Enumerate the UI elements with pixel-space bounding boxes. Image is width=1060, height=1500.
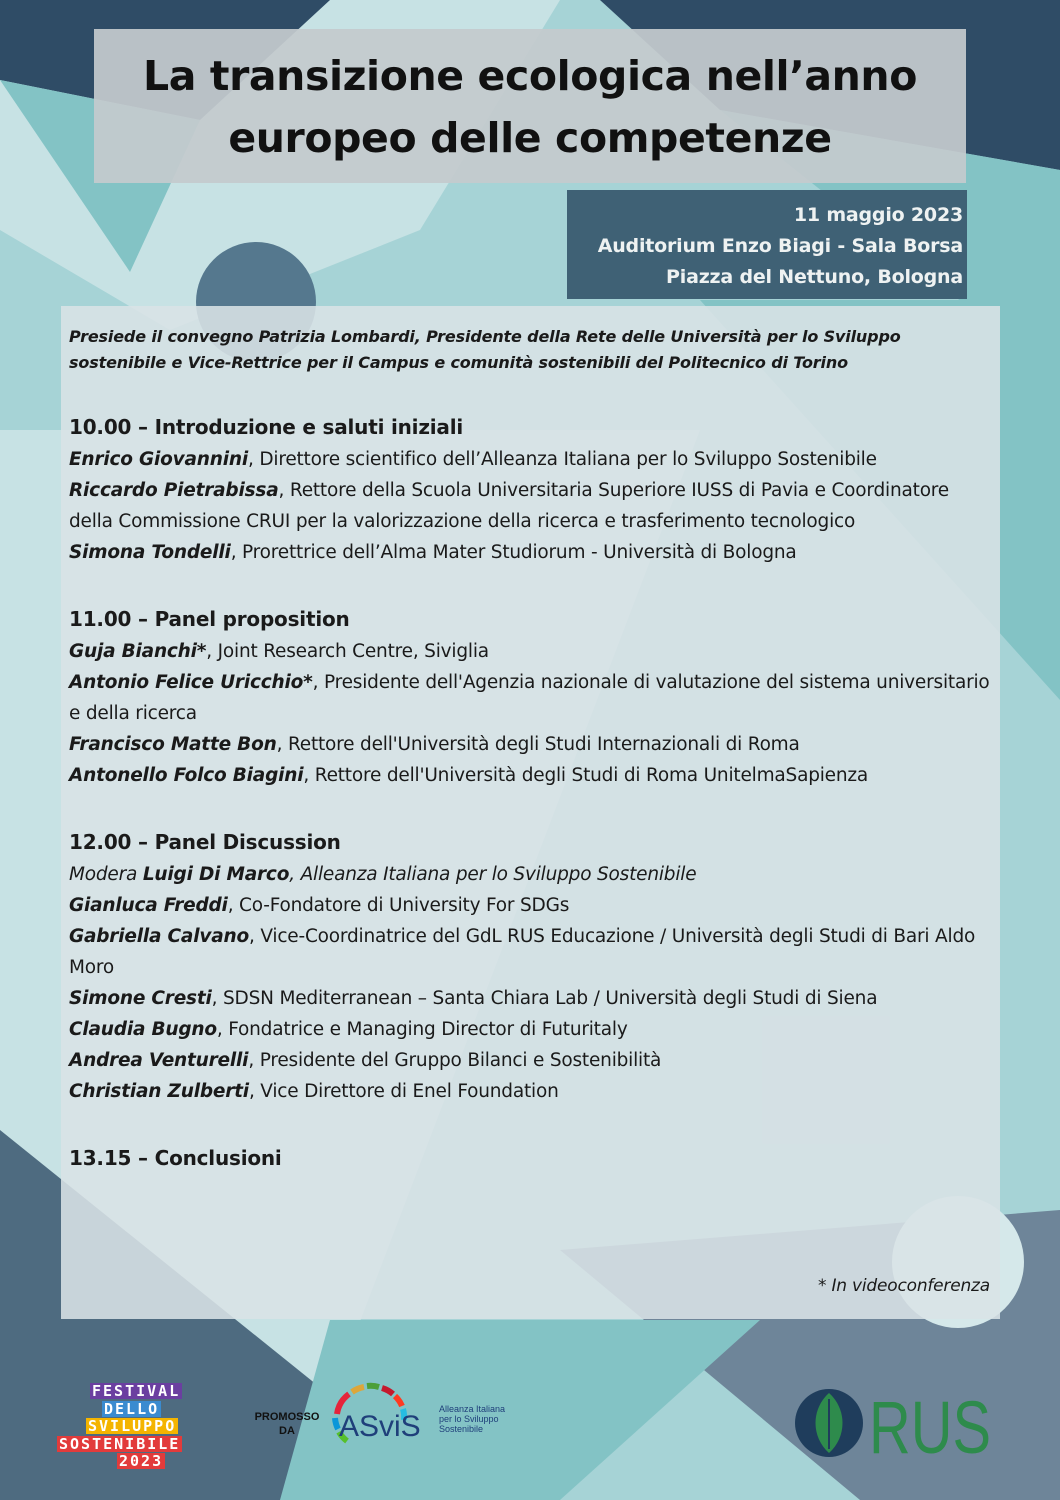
title-box xyxy=(94,29,966,183)
moderator-entry xyxy=(69,859,992,890)
speaker-entry xyxy=(69,636,992,667)
speaker-role: , Rettore dell'Università degli Studi Internazionali di Roma xyxy=(276,734,800,755)
session-title: 13.15 – Conclusioni xyxy=(69,1146,282,1170)
speaker-role: , Rettore della Scuola Universitaria Superiore IUSS di Pavia e Coordinatore della Commissione CRUI per la valorizzazione della ricerca e trasferimento tecnologico xyxy=(69,480,949,532)
title-line-2: europeo delle competenze xyxy=(228,114,832,162)
speaker-entry xyxy=(69,537,992,568)
sessions-list xyxy=(69,410,992,1175)
speaker-role: , Presidente dell'Agenzia nazionale di valutazione del sistema universitario e della ricerca xyxy=(69,672,990,724)
moderator-name: Luigi Di Marco xyxy=(142,864,290,885)
festival-logo-line2: DELLO xyxy=(104,1399,160,1418)
speaker-entry xyxy=(69,1045,992,1076)
session-block xyxy=(69,410,992,568)
speaker-name: Simone Cresti xyxy=(69,988,212,1009)
session-block xyxy=(69,1141,992,1175)
speaker-entry xyxy=(69,475,992,537)
speaker-role: , Vice-Coordinatrice del GdL RUS Educazione / Università degli Studi di Bari Aldo Moro xyxy=(69,926,976,978)
festival-logo-line3: SVILUPPO xyxy=(88,1417,177,1435)
session-block xyxy=(69,602,992,791)
session-title: 11.00 – Panel proposition xyxy=(69,607,350,631)
speaker-role: , Rettore dell'Università degli Studi di Roma UnitelmaSapienza xyxy=(303,765,869,786)
speaker-role: , SDSN Mediterranean – Santa Chiara Lab / Università degli Studi di Siena xyxy=(211,988,878,1009)
speaker-name: Enrico Giovannini xyxy=(69,449,248,470)
event-date: 11 maggio 2023 xyxy=(793,204,963,226)
speaker-entry xyxy=(69,667,992,729)
title-line-1: La transizione ecologica nell’anno xyxy=(143,52,917,100)
session-title: 12.00 – Panel Discussion xyxy=(69,830,341,854)
speaker-name: Gianluca Freddi xyxy=(69,895,228,916)
speaker-name: Antonello Folco Biagini xyxy=(69,765,304,786)
speaker-entry xyxy=(69,1076,992,1107)
festival-logo-line1: FESTIVAL xyxy=(92,1382,181,1400)
event-address: Piazza del Nettuno, Bologna xyxy=(666,266,963,288)
leaf-icon xyxy=(795,1389,863,1457)
promoted-by-line1: PROMOSSO xyxy=(254,1411,320,1423)
speaker-entry xyxy=(69,890,992,921)
event-venue: Auditorium Enzo Biagi - Sala Borsa xyxy=(597,235,963,257)
speaker-name: Antonio Felice Uricchio* xyxy=(69,672,313,693)
speaker-entry xyxy=(69,444,992,475)
speaker-name: Claudia Bugno xyxy=(69,1019,217,1040)
asvis-tagline-line2: per lo Sviluppo xyxy=(439,1414,499,1424)
festival-logo-line4: SOSTENIBILE xyxy=(59,1434,181,1453)
speaker-entry xyxy=(69,729,992,760)
moderator-prefix: Modera xyxy=(69,864,143,885)
speaker-entry xyxy=(69,760,992,791)
speaker-entry xyxy=(69,983,992,1014)
asvis-tagline-line1: Alleanza Italiana xyxy=(439,1404,506,1414)
footnote: * In videoconferenza xyxy=(817,1276,990,1296)
promoted-by-line2: DA xyxy=(279,1425,295,1437)
event-info-box xyxy=(567,190,967,299)
speaker-role: , Direttore scientifico dell’Alleanza Italiana per lo Sviluppo Sostenibile xyxy=(247,449,877,470)
speaker-role: , Co-Fondatore di University For SDGs xyxy=(227,895,570,916)
moderator-role: , Alleanza Italiana per lo Sviluppo Sostenibile xyxy=(289,864,697,885)
speaker-entry xyxy=(69,921,992,983)
session-title: 10.00 – Introduzione e saluti iniziali xyxy=(69,415,464,439)
rus-wordmark: RUS xyxy=(869,1386,991,1469)
speaker-role: , Presidente del Gruppo Bilanci e Sostenibilità xyxy=(248,1050,662,1071)
speaker-name: Simona Tondelli xyxy=(69,542,231,563)
asvis-wordmark: ASviS xyxy=(339,1410,421,1443)
speaker-role: , Joint Research Centre, Siviglia xyxy=(206,641,489,662)
speaker-role: , Fondatrice e Managing Director di Futuritaly xyxy=(216,1019,628,1040)
session-block xyxy=(69,825,992,1107)
asvis-tagline-line3: Sostenibile xyxy=(439,1424,484,1434)
speaker-role: , Vice Direttore di Enel Foundation xyxy=(248,1081,559,1102)
chair-intro: Presiede il convegno Patrizia Lombardi, Presidente della Rete delle Università per lo Sviluppo sostenibile e Vice-Rettrice per il Campus e comunità sostenibili del Politecnico di Torino xyxy=(69,327,901,372)
speaker-role: , Prorettrice dell’Alma Mater Studiorum - Università di Bologna xyxy=(230,542,797,563)
program-panel xyxy=(61,306,1000,1319)
rus-logo xyxy=(795,1385,995,1469)
speaker-name: Gabriella Calvano xyxy=(69,926,249,947)
speaker-name: Riccardo Pietrabissa xyxy=(69,480,279,501)
speaker-name: Francisco Matte Bon xyxy=(69,734,277,755)
asvis-logo xyxy=(331,1384,521,1456)
festival-logo-line5: 2023 xyxy=(119,1452,164,1470)
speaker-name: Guja Bianchi* xyxy=(69,641,207,662)
promoted-by-label xyxy=(247,1410,327,1438)
speaker-entry xyxy=(69,1014,992,1045)
festival-logo xyxy=(57,1382,239,1470)
speaker-name: Christian Zulberti xyxy=(69,1081,249,1102)
speaker-name: Andrea Venturelli xyxy=(69,1050,249,1071)
